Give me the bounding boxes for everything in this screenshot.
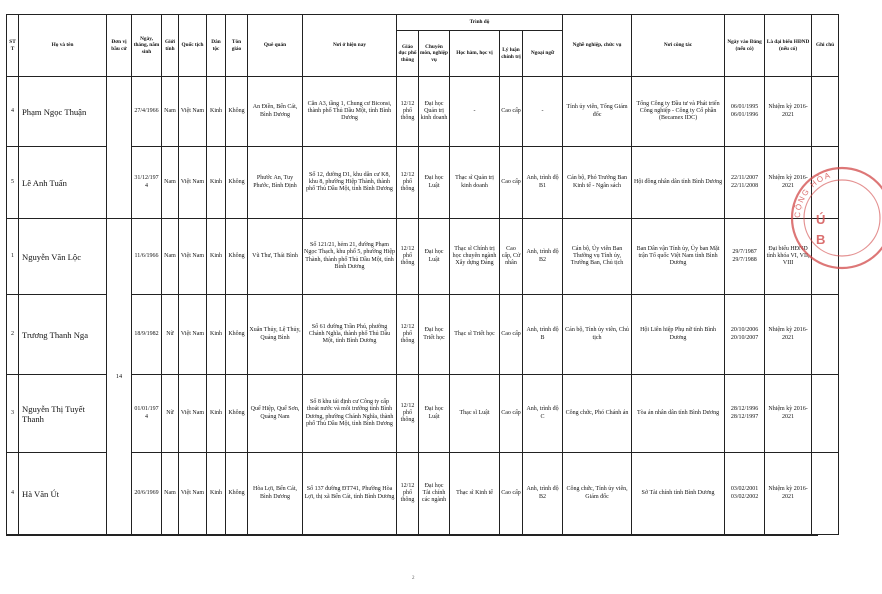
row-hometown: Phước An, Tuy Phước, Bình Định [248, 147, 303, 219]
row-name: Hà Văn Út [19, 453, 107, 535]
row-residence: Số 8 khu tái định cư Công ty cấp thoát nước và môi trường tỉnh Bình Dương, phường Chánh Nghĩa, thành phố Thủ Dầu Một, tỉnh Bình Dương [303, 375, 397, 453]
header-note: Ghi chú [812, 15, 839, 77]
row-academic: Thạc sĩ Luật [450, 375, 500, 453]
header-party-date: Ngày vào Đảng (nếu có) [725, 15, 765, 77]
header-occupation: Nghề nghiệp, chức vụ [563, 15, 632, 77]
row-occupation: Tỉnh ủy viên, Tổng Giám đốc [563, 77, 632, 147]
row-unit-empty [107, 77, 132, 219]
row-general-edu: 12/12 phổ thông [397, 453, 419, 535]
row-gender: Nam [162, 147, 179, 219]
row-nationality: Việt Nam [179, 453, 207, 535]
row-stt: 1 [7, 219, 19, 295]
row-political: Cao cấp [500, 147, 523, 219]
row-name: Lê Anh Tuấn [19, 147, 107, 219]
header-ethnicity: Dân tộc [207, 15, 226, 77]
row-workplace: Ban Dân vận Tỉnh ủy, Ủy ban Mặt trận Tổ quốc Việt Nam tỉnh Bình Dương [632, 219, 725, 295]
row-stt: 5 [7, 147, 19, 219]
row-dob: 11/6/1966 [132, 219, 162, 295]
row-religion: Không [226, 219, 248, 295]
header-dob: Ngày, tháng, năm sinh [132, 15, 162, 77]
row-dob: 31/12/1974 [132, 147, 162, 219]
row-nationality: Việt Nam [179, 147, 207, 219]
row-ethnicity: Kinh [207, 453, 226, 535]
row-specialty: Đại học Luật [419, 219, 450, 295]
row-party-date: 28/12/1996 28/12/1997 [725, 375, 765, 453]
row-language: - [523, 77, 563, 147]
row-academic: Thạc sĩ Quản trị kinh doanh [450, 147, 500, 219]
row-general-edu: 12/12 phổ thông [397, 219, 419, 295]
row-language: Anh, trình độ C [523, 375, 563, 453]
row-ethnicity: Kinh [207, 375, 226, 453]
header-specialty: Chuyên môn, nghiệp vụ [419, 31, 450, 77]
row-ethnicity: Kinh [207, 147, 226, 219]
row-council: Đại biểu HĐND tỉnh khóa VI, VII, VIII [765, 219, 812, 295]
row-occupation: Cán bộ, Phó Trưởng Ban Kinh tế - Ngân sách [563, 147, 632, 219]
electoral-unit-number: 14 [107, 219, 132, 535]
row-gender: Nam [162, 77, 179, 147]
row-ethnicity: Kinh [207, 77, 226, 147]
row-workplace: Sở Tài chính tỉnh Bình Dương [632, 453, 725, 535]
header-nationality: Quốc tịch [179, 15, 207, 77]
row-general-edu: 12/12 phổ thông [397, 295, 419, 375]
row-workplace: Tổng Công ty Đầu tư và Phát triển Công nghiệp - Công ty Cổ phần (Becamex IDC) [632, 77, 725, 147]
table-bottom-rule [6, 534, 818, 536]
row-language: Anh, trình độ B2 [523, 219, 563, 295]
row-political: Cao cấp [500, 295, 523, 375]
row-occupation: Công chức, Phó Chánh án [563, 375, 632, 453]
table-row [7, 77, 839, 147]
row-stt: 4 [7, 77, 19, 147]
row-dob: 01/01/1974 [132, 375, 162, 453]
row-note [812, 453, 839, 535]
header-religion: Tôn giáo [226, 15, 248, 77]
row-religion: Không [226, 453, 248, 535]
row-ethnicity: Kinh [207, 219, 226, 295]
table-row [7, 295, 839, 375]
row-political: Cao cấp, Cử nhân [500, 219, 523, 295]
row-workplace: Hội Liên hiệp Phụ nữ tỉnh Bình Dương [632, 295, 725, 375]
row-nationality: Việt Nam [179, 295, 207, 375]
row-council: Nhiệm kỳ 2016-2021 [765, 147, 812, 219]
row-dob: 20/6/1969 [132, 453, 162, 535]
header-name: Họ và tên [19, 15, 107, 77]
row-council: Nhiệm kỳ 2016-2021 [765, 453, 812, 535]
row-residence: Căn A3, tầng 1, Chung cư Biconsi, thành phố Thủ Dầu Một, tỉnh Bình Dương [303, 77, 397, 147]
row-dob: 18/9/1982 [132, 295, 162, 375]
row-name: Phạm Ngọc Thuận [19, 77, 107, 147]
row-language: Anh, trình độ B2 [523, 453, 563, 535]
row-council: Nhiệm kỳ 2016-2021 [765, 77, 812, 147]
row-specialty: Đại học Quản trị kinh doanh [419, 77, 450, 147]
row-nationality: Việt Nam [179, 219, 207, 295]
table-row [7, 147, 839, 219]
header-level-group: Trình độ [397, 15, 563, 31]
header-stt: STT [7, 15, 19, 77]
row-political: Cao cấp [500, 77, 523, 147]
row-residence: Số 61 đường Trần Phú, phường Chánh Nghĩa, thành phố Thủ Dầu Một, tỉnh Bình Dương [303, 295, 397, 375]
row-political: Cao cấp [500, 375, 523, 453]
row-party-date: 22/11/2007 22/11/2008 [725, 147, 765, 219]
row-hometown: Vũ Thư, Thái Bình [248, 219, 303, 295]
row-language: Anh, trình độ B1 [523, 147, 563, 219]
row-gender: Nam [162, 219, 179, 295]
row-note [812, 295, 839, 375]
row-workplace: Hội đồng nhân dân tỉnh Bình Dương [632, 147, 725, 219]
row-residence: Số 137 đường ĐT741, Phường Hòa Lợi, thị xã Bến Cát, tỉnh Bình Dương [303, 453, 397, 535]
row-residence: Số 121/21, hẻm 21, đường Phạm Ngọc Thạch, khu phố 5, phường Hiệp Thành, thành phố Thủ Dầu Một, tỉnh Bình Dương [303, 219, 397, 295]
row-religion: Không [226, 375, 248, 453]
row-occupation: Cán bộ, Tỉnh ủy viên, Chủ tịch [563, 295, 632, 375]
row-religion: Không [226, 147, 248, 219]
header-council: Là đại biểu HĐND (nếu có) [765, 15, 812, 77]
header-language: Ngoại ngữ [523, 31, 563, 77]
header-general-edu: Giáo dục phổ thông [397, 31, 419, 77]
header-residence: Nơi ở hiện nay [303, 15, 397, 77]
row-note [812, 375, 839, 453]
row-party-date: 06/01/1995 06/01/1996 [725, 77, 765, 147]
row-ethnicity: Kinh [207, 295, 226, 375]
table-row [7, 375, 839, 453]
svg-text:Ú: Ú [816, 212, 826, 227]
row-stt: 2 [7, 295, 19, 375]
row-specialty: Đại học Tài chính các ngành [419, 453, 450, 535]
row-language: Anh, trình độ B [523, 295, 563, 375]
table-row [7, 453, 839, 535]
row-specialty: Đại học Luật [419, 375, 450, 453]
row-name: Nguyễn Thị Tuyết Thanh [19, 375, 107, 453]
row-general-edu: 12/12 phổ thông [397, 375, 419, 453]
row-general-edu: 12/12 phổ thông [397, 77, 419, 147]
row-occupation: Cán bộ, Ủy viên Ban Thường vụ Tỉnh ủy, Trưởng Ban, Chủ tịch [563, 219, 632, 295]
row-party-date: 29/7/1987 29/7/1988 [725, 219, 765, 295]
candidate-table [6, 14, 839, 535]
table-row [7, 219, 839, 295]
row-academic: Thạc sĩ Chính trị học chuyên ngành Xây dựng Đảng [450, 219, 500, 295]
header-workplace: Nơi công tác [632, 15, 725, 77]
row-party-date: 03/02/2001 03/02/2002 [725, 453, 765, 535]
row-note [812, 77, 839, 147]
row-stt: 3 [7, 375, 19, 453]
row-hometown: An Điền, Bến Cát, Bình Dương [248, 77, 303, 147]
row-dob: 27/4/1966 [132, 77, 162, 147]
header-unit: Đơn vị bầu cử [107, 15, 132, 77]
row-gender: Nữ [162, 295, 179, 375]
stamp-text: CỘNG HÒA [792, 170, 833, 219]
header-political: Lý luận chính trị [500, 31, 523, 77]
row-stt: 4 [7, 453, 19, 535]
row-political: Cao cấp [500, 453, 523, 535]
row-council: Nhiệm kỳ 2016-2021 [765, 295, 812, 375]
header-gender: Giới tính [162, 15, 179, 77]
row-hometown: Quế Hiệp, Quế Sơn, Quảng Nam [248, 375, 303, 453]
row-gender: Nam [162, 453, 179, 535]
row-general-edu: 12/12 phổ thông [397, 147, 419, 219]
svg-text:B: B [816, 232, 826, 247]
page-number: 2 [412, 576, 415, 581]
row-party-date: 20/10/2006 20/10/2007 [725, 295, 765, 375]
row-council: Nhiệm kỳ 2016-2021 [765, 375, 812, 453]
row-academic: - [450, 77, 500, 147]
row-specialty: Đại học Luật [419, 147, 450, 219]
row-workplace: Tòa án nhân dân tỉnh Bình Dương [632, 375, 725, 453]
row-academic: Thạc sĩ Kinh tế [450, 453, 500, 535]
row-hometown: Hòa Lợi, Bến Cát, Bình Dương [248, 453, 303, 535]
row-hometown: Xuân Thủy, Lệ Thủy, Quảng Bình [248, 295, 303, 375]
row-gender: Nữ [162, 375, 179, 453]
row-residence: Số 12, đường D1, khu dân cư K8, khu 8, phường Hiệp Thành, thành phố Thủ Dầu Một, tỉnh Bình Dương [303, 147, 397, 219]
row-specialty: Đại học Triết học [419, 295, 450, 375]
red-seal-stamp [782, 158, 882, 276]
row-academic: Thạc sĩ Triết học [450, 295, 500, 375]
row-name: Nguyễn Văn Lộc [19, 219, 107, 295]
row-religion: Không [226, 295, 248, 375]
row-religion: Không [226, 77, 248, 147]
header-hometown: Quê quán [248, 15, 303, 77]
row-occupation: Công chức, Tỉnh ủy viên, Giám đốc [563, 453, 632, 535]
row-nationality: Việt Nam [179, 77, 207, 147]
row-nationality: Việt Nam [179, 375, 207, 453]
row-name: Trương Thanh Nga [19, 295, 107, 375]
header-academic: Học hàm, học vị [450, 31, 500, 77]
